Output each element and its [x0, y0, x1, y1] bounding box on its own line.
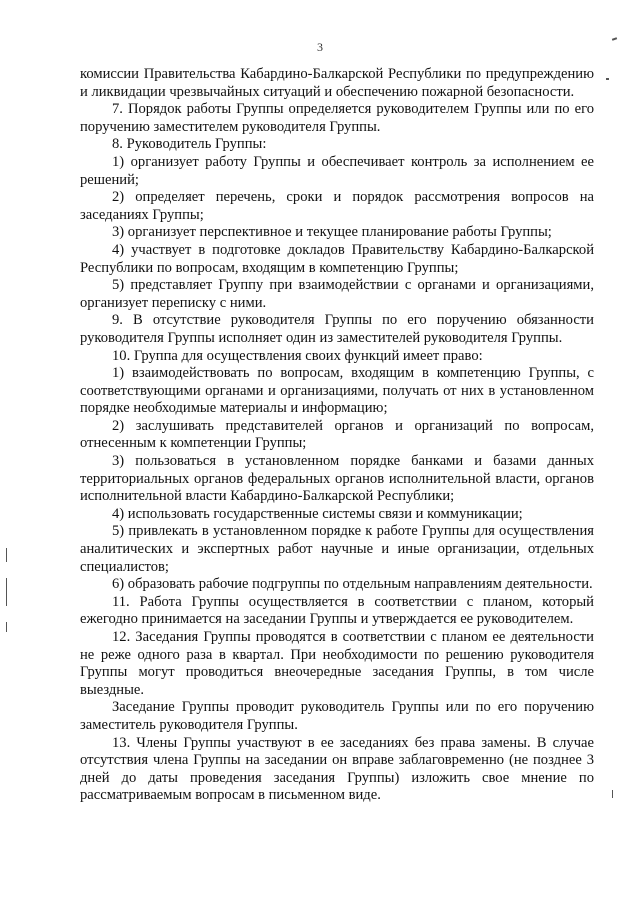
paragraph-item-10-6: 6) образовать рабочие подгруппы по отдельным направлениям деятельности.: [112, 576, 593, 593]
paragraph-item-8-1: 1) организует работу Группы и обеспечивает контроль за исполнением ее решений;: [80, 153, 594, 188]
paragraph-item-8-3: 3) организует перспективное и текущее планирование работы Группы;: [112, 224, 552, 241]
paragraph-item-10-3: 3) пользоваться в установленном порядке банками и базами данных территориальных органов федеральных органов исполнительной власти, органов исполнительной власти Кабардино-Балкарской Республики;: [80, 453, 594, 505]
paragraph-continuation: комиссии Правительства Кабардино-Балкарской Республики по предупреждению и ликвидации чрезвычайных ситуаций и обеспечению пожарной безопасности.: [80, 66, 594, 100]
paragraph-item-8: 8. Руководитель Группы:: [112, 136, 267, 153]
scan-artifact: [6, 578, 7, 606]
page-number: 3: [317, 40, 323, 54]
paragraph-item-10-4: 4) использовать государственные системы связи и коммуникации;: [112, 505, 523, 522]
scan-artifact: [612, 790, 613, 798]
paragraph-item-12: 12. Заседания Группы проводятся в соответствии с планом ее деятельности не реже одного раза в квартал. При необходимости по решению руководителя Группы могут проводиться внеочередные заседания Группы, в том числе выездные.: [80, 629, 594, 698]
scan-artifact: [6, 622, 7, 632]
scan-artifact: [606, 78, 609, 80]
paragraph-item-8-4: 4) участвует в подготовке докладов Правительству Кабардино-Балкарской Республики по вопросам, входящим в компетенцию Группы;: [80, 241, 594, 276]
paragraph-item-8-2: 2) определяет перечень, сроки и порядок рассмотрения вопросов на заседаниях Группы;: [80, 189, 594, 223]
paragraph-item-10-1: 1) взаимодействовать по вопросам, входящим в компетенцию Группы, с соответствующими органами и организациями, получать от них в установленном порядке необходимые материалы и информацию;: [80, 365, 594, 417]
paragraph-item-11: 11. Работа Группы осуществляется в соответствии с планом, который ежегодно принимается на заседании Группы и утверждается ее руководителем.: [80, 593, 594, 628]
paragraph-item-10: 10. Группа для осуществления своих функций имеет право:: [112, 347, 483, 364]
paragraph-item-10-5: 5) привлекать в установленном порядке к работе Группы для осуществления аналитических и экспертных работ научные и иные организации, отдельных специалистов;: [80, 523, 594, 575]
paragraph-item-10-2: 2) заслушивать представителей органов и организаций по вопросам, отнесенным к компетенции Группы;: [80, 417, 594, 452]
paragraph-item-8-5: 5) представляет Группу при взаимодействии с органами и организациями, организует переписку с ними.: [80, 277, 594, 311]
scan-artifact: [6, 548, 7, 562]
paragraph-meeting-chair: Заседание Группы проводит руководитель Группы или по его поручению заместитель руководителя Группы.: [80, 699, 594, 733]
paragraph-item-9: 9. В отсутствие руководителя Группы по его поручению обязанности руководителя Группы исполняет один из заместителей руководителя Группы.: [80, 312, 594, 346]
paragraph-item-13: 13. Члены Группы участвуют в ее заседаниях без права замены. В случае отсутствия члена Группы на заседании он вправе заблаговременно (не позднее 3 дней до даты проведения заседания Группы) изложить свое мнение по рассматриваемым вопросам в письменном виде.: [80, 734, 594, 804]
paragraph-item-7: 7. Порядок работы Группы определяется руководителем Группы или по его поручению заместителем руководителя Группы.: [80, 101, 594, 135]
document-body: [80, 66, 594, 805]
